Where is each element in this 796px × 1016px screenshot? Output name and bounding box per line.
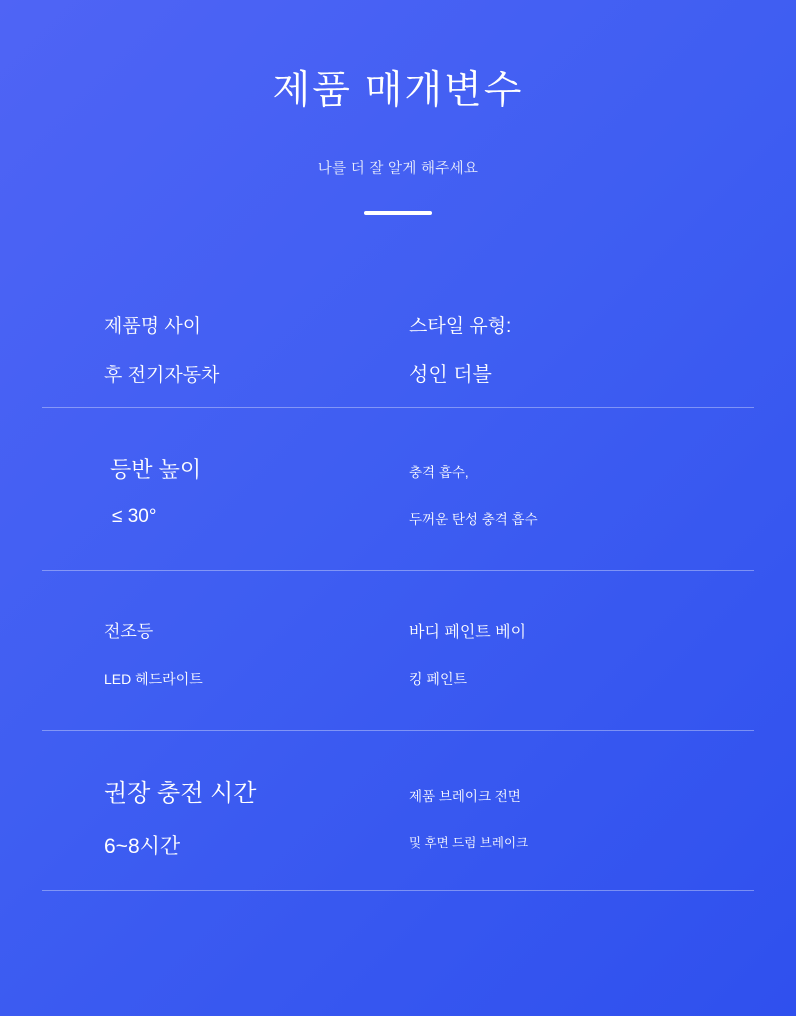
spec-cell-right: [397, 617, 754, 689]
spec-label: 제품 브레이크 전면: [409, 788, 521, 804]
spec-cell-left: [42, 617, 397, 689]
spec-value: 킹 페인트: [409, 670, 467, 687]
spec-row: [42, 571, 754, 731]
spec-cell-right: [397, 453, 754, 528]
spec-label: 전조등: [104, 621, 154, 641]
spec-value: 6~8시간: [104, 834, 181, 858]
spec-table: [0, 293, 796, 891]
spec-cell-right: [397, 311, 754, 387]
spec-value: LED 헤드라이트: [104, 670, 203, 687]
spec-label: 등반 높이: [110, 456, 202, 482]
spec-value: 후 전기자동차: [104, 364, 220, 386]
spec-label: 스타일 유형:: [409, 315, 512, 337]
spec-value: 성인 더블: [409, 363, 492, 386]
page-header: [0, 0, 796, 215]
spec-cell-right: [397, 773, 754, 851]
spec-row: [42, 408, 754, 571]
spec-cell-left: [42, 773, 397, 860]
page-title: 제품 매개변수: [272, 69, 524, 112]
spec-value: ≤ 30°: [112, 505, 157, 527]
spec-value: 및 후면 드럼 브레이크: [409, 835, 529, 850]
spec-cell-left: [42, 453, 397, 528]
page-subtitle: 나를 더 잘 알게 해주세요: [317, 160, 479, 177]
spec-label: 권장 충전 시간: [104, 779, 257, 807]
spec-value: 두꺼운 탄성 충격 흡수: [409, 511, 538, 527]
spec-row: [42, 293, 754, 408]
spec-label: 제품명 사이: [104, 315, 202, 337]
spec-label: 바디 페인트 베이: [409, 623, 527, 641]
spec-label: 충격 흡수,: [409, 464, 469, 480]
title-underline-divider: [364, 211, 432, 215]
spec-cell-left: [42, 311, 397, 387]
spec-row: [42, 731, 754, 891]
